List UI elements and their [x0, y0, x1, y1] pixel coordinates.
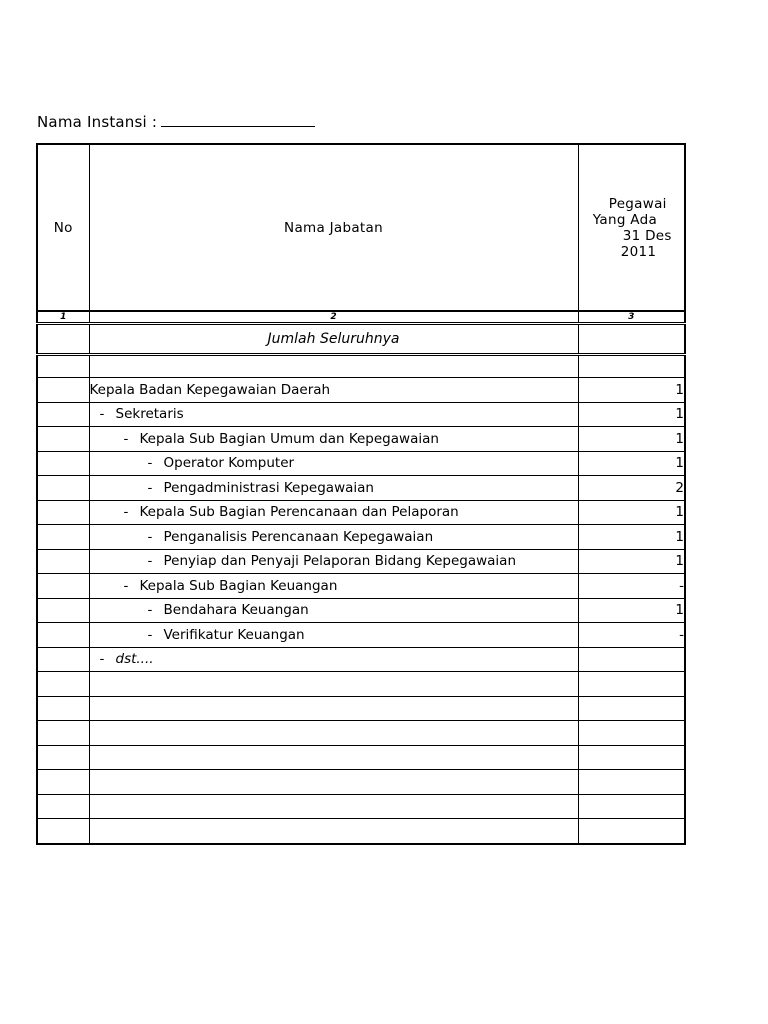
pegawai-count: 1	[578, 500, 685, 525]
empty-row	[37, 794, 685, 819]
empty-cell	[37, 696, 89, 721]
jabatan-name-cell	[89, 549, 578, 574]
nama-instansi-line	[37, 112, 315, 131]
jabatan-name-cell	[89, 451, 578, 476]
column-number: 3	[578, 311, 685, 324]
row-no-cell	[37, 378, 89, 403]
empty-row	[37, 770, 685, 795]
pegawai-count: 2	[578, 476, 685, 501]
hierarchy-dash: -	[123, 430, 129, 447]
jabatan-name-cell	[89, 623, 578, 648]
empty-cell	[578, 819, 685, 844]
empty-row	[37, 672, 685, 697]
jabatan-name-cell	[89, 476, 578, 501]
hierarchy-dash: -	[99, 406, 105, 423]
header-pegawai-line: 31 Des	[622, 227, 672, 244]
empty-cell	[89, 794, 578, 819]
hierarchy-dash: -	[147, 626, 153, 643]
pegawai-count	[578, 647, 685, 672]
jabatan-table	[36, 143, 686, 845]
total-value-cell	[578, 324, 685, 355]
hierarchy-dash: -	[147, 455, 153, 472]
table-header-row	[37, 144, 685, 311]
pegawai-count: 1	[578, 598, 685, 623]
jabatan-name: Kepala Sub Bagian Perencanaan dan Pelaporan	[139, 504, 459, 521]
table-row	[37, 574, 685, 599]
hierarchy-dash: -	[147, 602, 153, 619]
empty-cell	[578, 770, 685, 795]
empty-cell	[89, 745, 578, 770]
empty-cell	[89, 672, 578, 697]
empty-row	[37, 721, 685, 746]
jabatan-name: Kepala Badan Kepegawaian Daerah	[89, 381, 331, 398]
nama-instansi-label: Nama Instansi :	[37, 113, 158, 131]
pegawai-count: 1	[578, 378, 685, 403]
empty-cell	[578, 696, 685, 721]
column-number: 2	[89, 311, 578, 324]
row-no-cell	[37, 549, 89, 574]
pegawai-count: -	[578, 623, 685, 648]
table-row	[37, 647, 685, 672]
header-nama-jabatan: Nama Jabatan	[89, 144, 578, 311]
row-no-cell	[37, 427, 89, 452]
empty-row	[37, 745, 685, 770]
jabatan-name: Verifikatur Keuangan	[163, 626, 305, 643]
jabatan-name-cell	[89, 378, 578, 403]
row-no-cell	[37, 476, 89, 501]
hierarchy-dash: -	[123, 577, 129, 594]
table-row	[37, 402, 685, 427]
empty-cell	[89, 819, 578, 844]
jabatan-name: Bendahara Keuangan	[163, 602, 309, 619]
jabatan-name-cell	[89, 427, 578, 452]
jabatan-name-cell	[89, 647, 578, 672]
empty-cell	[578, 794, 685, 819]
nama-instansi-blank	[161, 112, 315, 127]
total-label: Jumlah Seluruhnya	[89, 324, 578, 355]
table-row	[37, 500, 685, 525]
row-no-cell	[37, 598, 89, 623]
header-pegawai	[578, 144, 685, 311]
empty-cell	[89, 696, 578, 721]
header-pegawai-line: Yang Ada	[592, 211, 658, 228]
table-row	[37, 378, 685, 403]
hierarchy-dash: -	[99, 651, 105, 668]
total-no-cell	[37, 324, 89, 355]
hierarchy-dash: -	[147, 553, 153, 570]
table-row	[37, 476, 685, 501]
table-row	[37, 525, 685, 550]
jabatan-name-cell	[89, 500, 578, 525]
empty-cell	[578, 721, 685, 746]
jabatan-name-cell	[89, 525, 578, 550]
empty-cell	[578, 672, 685, 697]
empty-cell	[37, 745, 89, 770]
total-row	[37, 324, 685, 355]
header-pegawai-line: 2011	[620, 243, 657, 260]
spacer-cell	[578, 355, 685, 378]
table-row	[37, 598, 685, 623]
spacer-row	[37, 355, 685, 378]
hierarchy-dash: -	[147, 479, 153, 496]
jabatan-name: Penyiap dan Penyaji Pelaporan Bidang Kepegawaian	[163, 553, 517, 570]
empty-cell	[37, 672, 89, 697]
row-no-cell	[37, 647, 89, 672]
table-row	[37, 549, 685, 574]
jabatan-name: Penganalisis Perencanaan Kepegawaian	[163, 528, 434, 545]
pegawai-count: 1	[578, 549, 685, 574]
jabatan-name-cell	[89, 598, 578, 623]
empty-cell	[37, 819, 89, 844]
jabatan-name-cell	[89, 574, 578, 599]
row-no-cell	[37, 574, 89, 599]
row-no-cell	[37, 451, 89, 476]
empty-row	[37, 819, 685, 844]
table-row	[37, 451, 685, 476]
empty-cell	[89, 721, 578, 746]
jabatan-name: dst....	[115, 651, 154, 668]
column-number-row	[37, 311, 685, 324]
header-no: No	[37, 144, 89, 311]
empty-cell	[37, 794, 89, 819]
hierarchy-dash: -	[147, 528, 153, 545]
pegawai-count: 1	[578, 402, 685, 427]
pegawai-count: 1	[578, 451, 685, 476]
jabatan-name: Kepala Sub Bagian Keuangan	[139, 577, 338, 594]
empty-cell	[37, 721, 89, 746]
row-no-cell	[37, 623, 89, 648]
pegawai-count: 1	[578, 525, 685, 550]
empty-cell	[37, 770, 89, 795]
empty-row	[37, 696, 685, 721]
row-no-cell	[37, 402, 89, 427]
jabatan-name: Kepala Sub Bagian Umum dan Kepegawaian	[139, 430, 439, 447]
table-row	[37, 623, 685, 648]
row-no-cell	[37, 500, 89, 525]
empty-cell	[89, 770, 578, 795]
jabatan-name: Sekretaris	[115, 406, 184, 423]
jabatan-name-cell	[89, 402, 578, 427]
row-no-cell	[37, 525, 89, 550]
hierarchy-dash: -	[123, 504, 129, 521]
spacer-cell	[89, 355, 578, 378]
pegawai-count: 1	[578, 427, 685, 452]
spacer-cell	[37, 355, 89, 378]
table-row	[37, 427, 685, 452]
column-number: 1	[37, 311, 89, 324]
pegawai-count: -	[578, 574, 685, 599]
jabatan-name: Pengadministrasi Kepegawaian	[163, 479, 374, 496]
empty-cell	[578, 745, 685, 770]
jabatan-name: Operator Komputer	[163, 455, 295, 472]
header-pegawai-line: Pegawai	[608, 195, 667, 212]
